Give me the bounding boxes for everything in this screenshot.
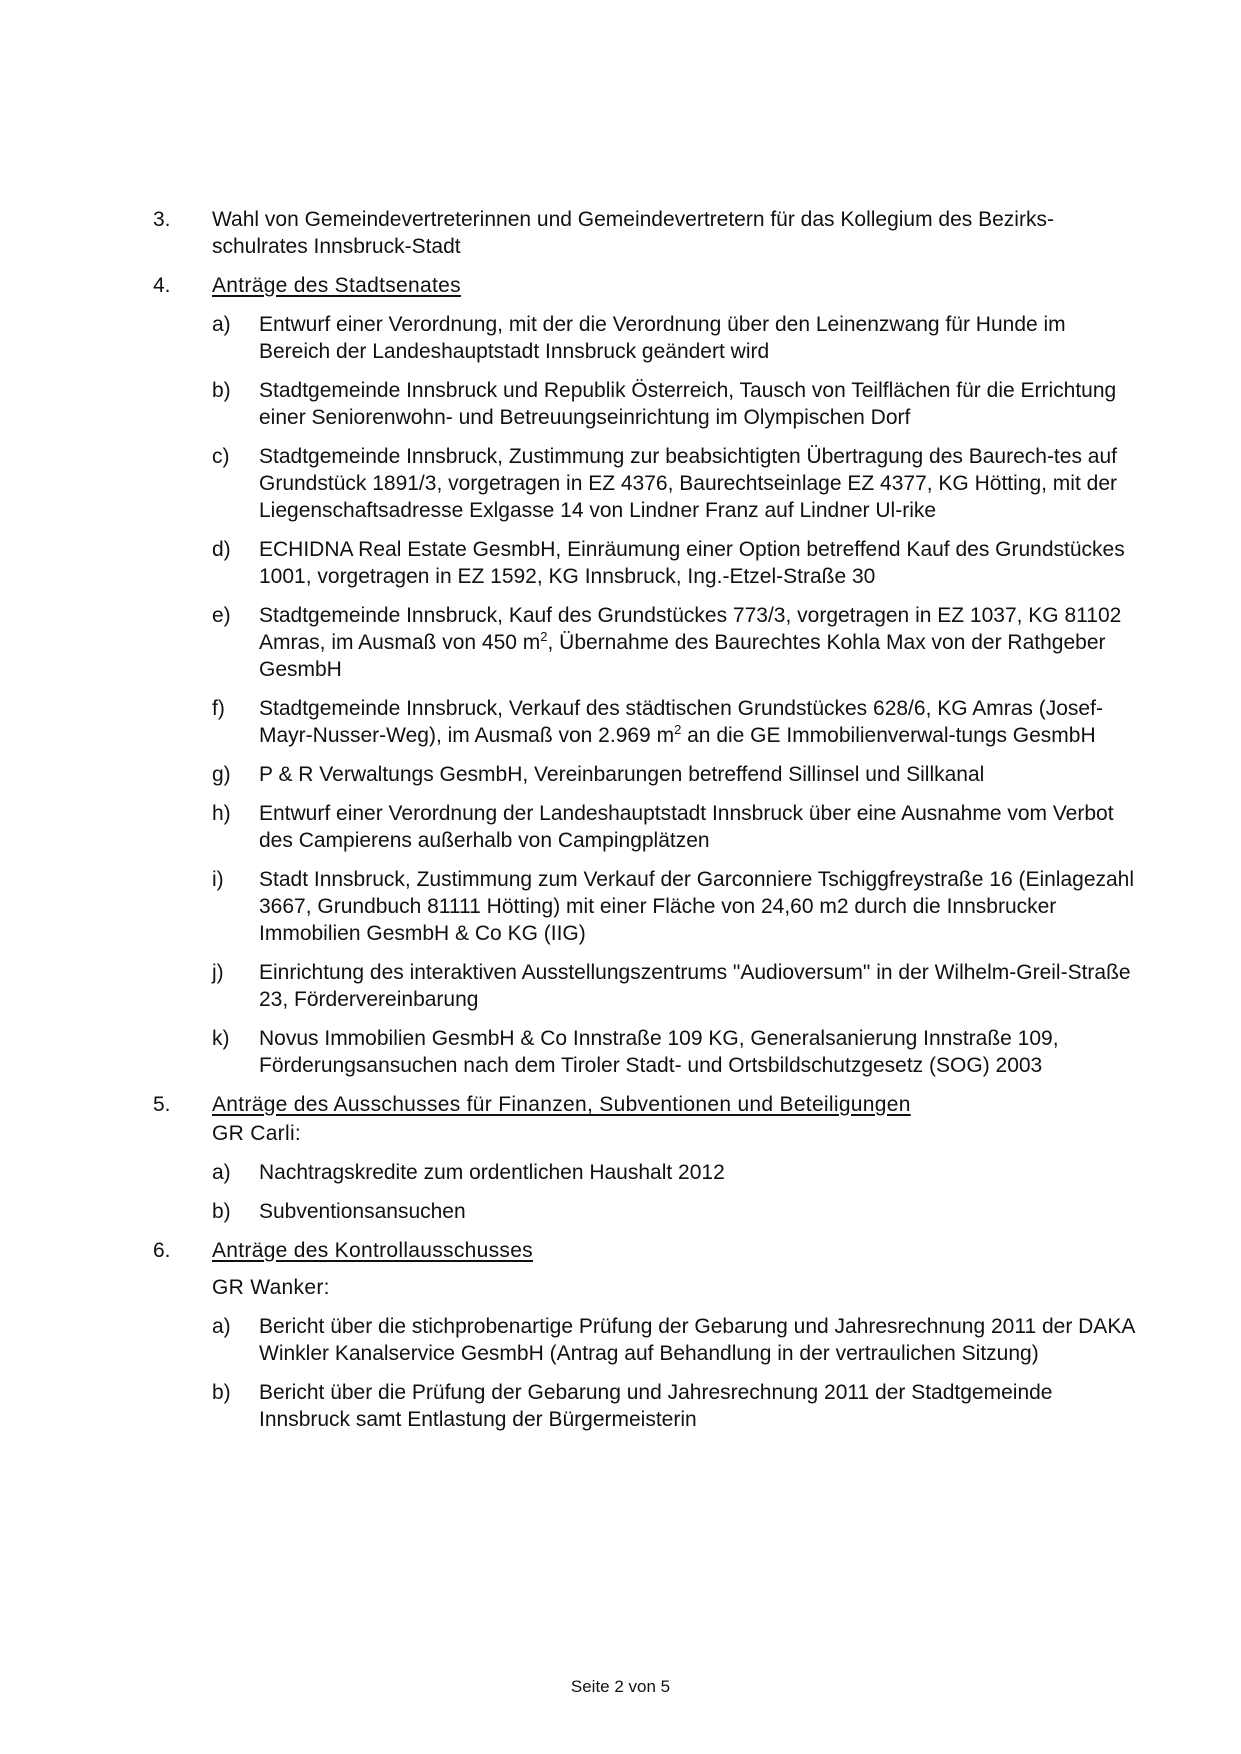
item-text-part: an die GE Immobilienverwal-tungs GesmbH bbox=[681, 724, 1096, 747]
agenda-section-3 bbox=[0, 206, 1241, 260]
item-text: Entwurf einer Verordnung, mit der die Verordnung über den Leinenzwang für Hunde im Bereich der Landeshauptstadt Innsbruck geändert wird bbox=[259, 313, 1066, 363]
item-letter: f) bbox=[212, 697, 225, 720]
item-letter: a) bbox=[212, 313, 231, 336]
item-text: P & R Verwaltungs GesmbH, Vereinbarungen betreffend Sillinsel und Sillkanal bbox=[259, 763, 985, 786]
item-list bbox=[0, 1159, 1241, 1225]
section-title: Anträge des Kontrollausschusses bbox=[212, 1239, 533, 1262]
speaker-label: GR Carli: bbox=[212, 1122, 302, 1145]
item-list bbox=[0, 311, 1241, 1079]
item-letter: c) bbox=[212, 445, 230, 468]
list-item bbox=[0, 377, 1241, 431]
list-item bbox=[0, 761, 1241, 788]
item-text bbox=[259, 602, 1139, 683]
superscript: 2 bbox=[540, 629, 548, 644]
speaker-label: GR Wanker: bbox=[212, 1276, 330, 1299]
item-letter: j) bbox=[212, 961, 224, 984]
section-heading: Wahl von Gemeindevertreterinnen und Gemeindevertretern für das Kollegium des Bezirks-schulrates Innsbruck-Stadt bbox=[212, 208, 1054, 258]
list-item bbox=[0, 866, 1241, 947]
item-text-part: Stadtgemeinde Innsbruck, Verkauf des städtischen Grundstückes 628/6, KG Amras (Josef-Mayr-Nusser-Weg), im Ausmaß von 2.969 m bbox=[259, 697, 1103, 747]
list-item bbox=[0, 695, 1241, 749]
item-letter: k) bbox=[212, 1027, 230, 1050]
page-footer bbox=[0, 1676, 1241, 1698]
list-item bbox=[0, 1379, 1241, 1433]
item-list bbox=[0, 1313, 1241, 1433]
item-text: Stadt Innsbruck, Zustimmung zum Verkauf der Garconniere Tschiggfreystraße 16 (Einlagezahl 3667, Grundbuch 81111 Hötting) mit einer Fläche von 24,60 m2 durch die Innsbrucker Immobilien GesmbH & Co KG (IIG) bbox=[259, 868, 1135, 945]
agenda-section-5 bbox=[0, 1091, 1241, 1225]
agenda-content bbox=[0, 206, 1241, 1433]
item-letter: a) bbox=[212, 1161, 231, 1184]
list-item bbox=[0, 443, 1241, 524]
item-text: Novus Immobilien GesmbH & Co Innstraße 109 KG, Generalsanierung Innstraße 109, Förderungsansuchen nach dem Tiroler Stadt- und Ortsbildschutzgesetz (SOG) 2003 bbox=[259, 1027, 1059, 1077]
list-item bbox=[0, 1025, 1241, 1079]
item-text bbox=[259, 695, 1139, 749]
item-letter: b) bbox=[212, 379, 231, 402]
section-number: 5. bbox=[153, 1093, 171, 1116]
list-item bbox=[0, 1313, 1241, 1367]
item-letter: g) bbox=[212, 763, 231, 786]
list-item bbox=[0, 536, 1241, 590]
item-text: Stadtgemeinde Innsbruck, Zustimmung zur beabsichtigten Übertragung des Baurech-tes auf Grundstück 1891/3, vorgetragen in EZ 4376, Baurechtseinlage EZ 4377, KG Hötting, mit der Liegenschaftsadresse Exlgasse 14 von Lindner Franz auf Lindner Ul-rike bbox=[259, 445, 1117, 522]
list-item bbox=[0, 1198, 1241, 1225]
item-letter: b) bbox=[212, 1200, 231, 1223]
item-text: Bericht über die Prüfung der Gebarung und Jahresrechnung 2011 der Stadtgemeinde Innsbruck samt Entlastung der Bürgermeisterin bbox=[259, 1381, 1053, 1431]
item-text: Stadtgemeinde Innsbruck und Republik Österreich, Tausch von Teilflächen für die Errichtung einer Seniorenwohn- und Betreuungseinrichtung im Olympischen Dorf bbox=[259, 379, 1117, 429]
item-letter: a) bbox=[212, 1315, 231, 1338]
item-letter: i) bbox=[212, 868, 224, 891]
item-letter: e) bbox=[212, 604, 231, 627]
list-item bbox=[0, 1159, 1241, 1186]
item-text: Bericht über die stichprobenartige Prüfung der Gebarung und Jahresrechnung 2011 der DAKA Winkler Kanalservice GesmbH (Antrag auf Behandlung in der vertraulichen Sitzung) bbox=[259, 1315, 1135, 1365]
list-item bbox=[0, 959, 1241, 1013]
item-letter: h) bbox=[212, 802, 231, 825]
item-text: ECHIDNA Real Estate GesmbH, Einräumung einer Option betreffend Kauf des Grundstückes 1001, vorgetragen in EZ 1592, KG Innsbruck, Ing.-Etzel-Straße 30 bbox=[259, 538, 1125, 588]
section-number: 6. bbox=[153, 1239, 171, 1262]
item-text-part: Stadtgemeinde Innsbruck, Kauf des Grundstückes 773/3, vorgetragen in EZ 1037, KG 81102 Amras, im Ausmaß von 450 m bbox=[259, 604, 1122, 654]
section-number: 3. bbox=[153, 208, 171, 231]
item-text: Entwurf einer Verordnung der Landeshauptstadt Innsbruck über eine Ausnahme vom Verbot des Campierens außerhalb von Campingplätzen bbox=[259, 802, 1114, 852]
item-text-part: , Übernahme des Baurechtes Kohla Max von der Rathgeber GesmbH bbox=[259, 631, 1106, 681]
superscript: 2 bbox=[674, 722, 682, 737]
item-text: Einrichtung des interaktiven Ausstellungszentrums "Audioversum" in der Wilhelm-Greil-Straße 23, Fördervereinbarung bbox=[259, 961, 1131, 1011]
list-item bbox=[0, 311, 1241, 365]
item-text: Nachtragskredite zum ordentlichen Haushalt 2012 bbox=[259, 1161, 725, 1184]
list-item bbox=[0, 602, 1241, 683]
item-letter: b) bbox=[212, 1381, 231, 1404]
section-title: Anträge des Stadtsenates bbox=[212, 274, 461, 297]
section-number: 4. bbox=[153, 274, 171, 297]
section-title: Anträge des Ausschusses für Finanzen, Subventionen und Beteiligungen bbox=[212, 1093, 911, 1116]
agenda-section-6 bbox=[0, 1237, 1241, 1433]
agenda-section-4 bbox=[0, 272, 1241, 1079]
item-letter: d) bbox=[212, 538, 231, 561]
page-number-label: Seite 2 von 5 bbox=[570, 1677, 671, 1696]
list-item bbox=[0, 800, 1241, 854]
item-text: Subventionsansuchen bbox=[259, 1200, 466, 1223]
